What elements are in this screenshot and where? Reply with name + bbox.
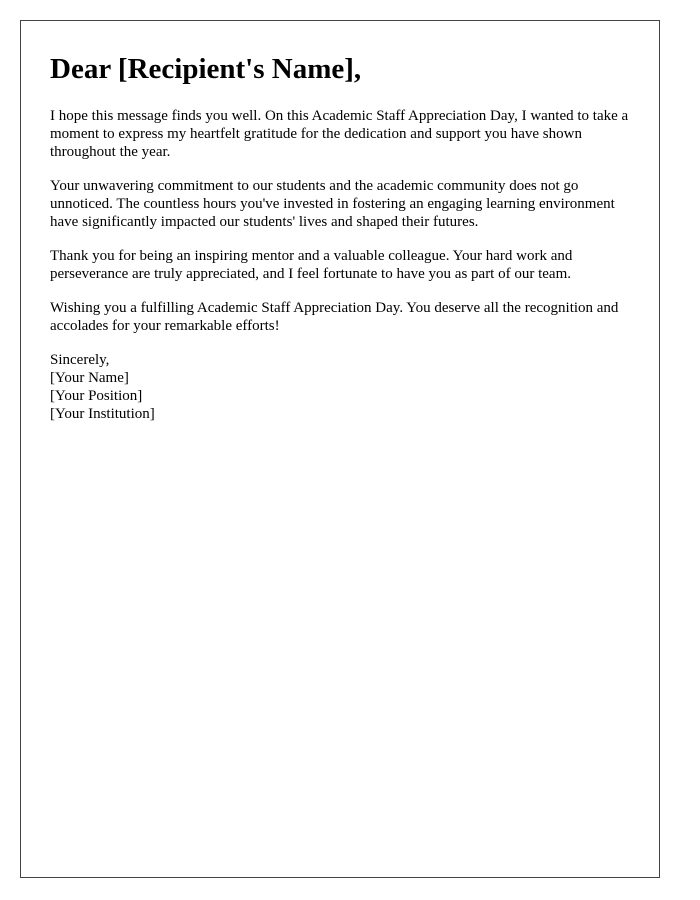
sender-position: [Your Position]: [50, 388, 143, 404]
sender-name: [Your Name]: [50, 370, 129, 386]
letter-signature-block: [50, 351, 634, 423]
sender-institution: [Your Institution]: [50, 406, 155, 422]
letter-paragraph-2: Your unwavering commitment to our students and the academic community does not go unnoticed. The countless hours you've invested in fostering an engaging learning environment have significantly impacted our students' lives and shaped their futures.: [50, 178, 615, 230]
letter-paragraph-4: Wishing you a fulfilling Academic Staff Appreciation Day. You deserve all the recognition and accolades for your remarkable efforts!: [50, 300, 619, 334]
letter-paragraph-1: I hope this message finds you well. On this Academic Staff Appreciation Day, I wanted to take a moment to express my heartfelt gratitude for the dedication and support you have shown throughout the year.: [50, 108, 629, 160]
letter-page: [20, 20, 660, 878]
letter-body: [50, 49, 634, 423]
letter-valediction: Sincerely,: [50, 352, 110, 368]
letter-greeting: Dear [Recipient's Name],: [50, 53, 362, 85]
letter-paragraph-3: Thank you for being an inspiring mentor and a valuable colleague. Your hard work and perseverance are truly appreciated, and I feel fortunate to have you as part of our team.: [50, 248, 573, 282]
